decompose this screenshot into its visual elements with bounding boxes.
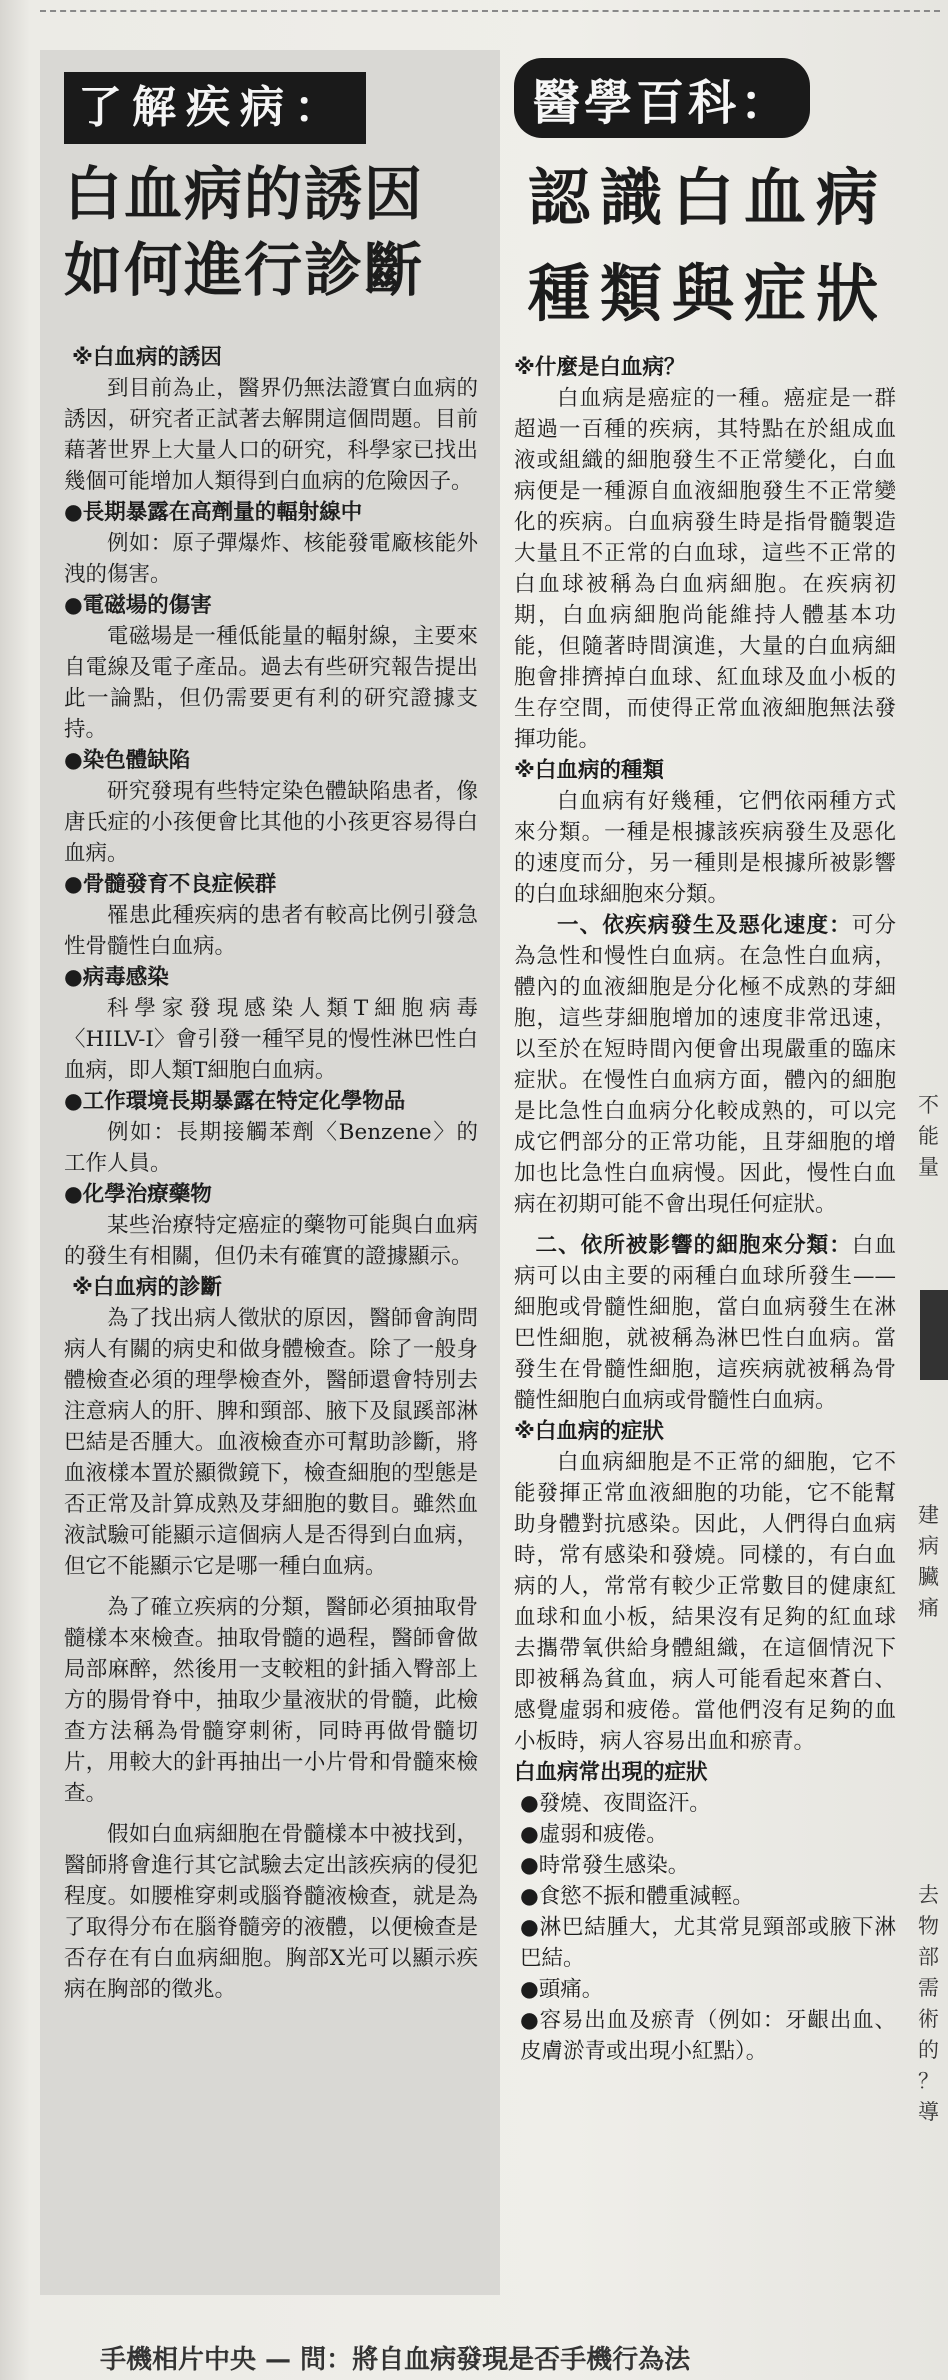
- right-headline: [514, 150, 896, 342]
- paragraph-gap: [64, 1809, 478, 1819]
- paragraph: 白血病細胞是不正常的細胞，它不能發揮正常血液細胞的功能，它不能幫助身體對抗感染。因此，人們得白血病時，常有感染和發燒。同樣的，有白血病的人，常常有較少正常數目的健康紅血球和血小板，結果沒有足夠的紅血球去攜帶氧供給身體組織，在這個情況下即被稱為貧血，病人可能看起來蒼白、感覺虛弱和疲倦。當他們沒有足夠的血小板時，病人容易出血和瘀青。: [514, 1450, 896, 1754]
- edge-char: 物: [918, 1914, 939, 1938]
- section-heading: ※什麼是白血病？: [514, 355, 686, 380]
- paragraph: 白血病有好幾種，它們依兩種方式來分類。一種是根據該疾病發生及惡化的速度而分，另一種則是根據所被影響的白血球細胞來分類。: [514, 789, 896, 907]
- paragraph: 白血病是癌症的一種。癌症是一群超過一百種的疾病，其特點在於組成血液或組織的細胞發生不正常變化，白血病便是一種源自血液細胞發生不正常變化的疾病。白血病發生時是指骨髓製造大量且不正常的白血球，這些不正常的白血球被稱為白血病細胞。在疾病初期，白血病細胞尚能維持人體基本功能，但隨著時間演進，大量的白血病細胞會排擠掉白血球、紅血球及血小板的生存空間，而使得正常血液細胞無法發揮功能。: [514, 386, 896, 752]
- edge-char: 臟: [918, 1565, 939, 1589]
- right-article: [510, 50, 902, 2295]
- classification-text: 白血病可以由主要的兩種白血球所發生——細胞或骨髓性細胞，當白血病發生在淋巴性細胞，就被稱為淋巴性白血病。當發生在骨髓性細胞，這疾病就被稱為骨髓性細胞白血病或骨髓性白血病。: [514, 1233, 896, 1413]
- section-heading: ※白血病的診斷: [72, 1275, 222, 1300]
- edge-char: 術: [918, 2007, 939, 2031]
- edge-dark-block: [920, 1290, 948, 1380]
- left-headline-line-1: 白血病的誘因: [64, 160, 425, 228]
- left-article-body: [64, 342, 478, 2005]
- section-heading: 白血病常出現的症狀: [514, 1760, 708, 1785]
- section-heading: ●染色體缺陷: [64, 748, 191, 773]
- edge-char: 病: [918, 1534, 939, 1558]
- paragraph: 研究發現有些特定染色體缺陷患者，像唐氏症的小孩便會比其他的小孩更容易得白血病。: [64, 779, 478, 866]
- left-article: [40, 50, 500, 2295]
- classification-paragraph: [514, 910, 896, 1220]
- edge-char: 部: [918, 1945, 939, 1969]
- classification-text: 可分為急性和慢性白血病。在急性白血病，體內的血液細胞是分化極不成熟的芽細胞，這些芽細胞增加的速度非常迅速，以至於在短時間內便會出現嚴重的臨床症狀。在慢性白血病方面，體內的細胞是比急性白血病分化較成熟的，可以完成它們部分的正常功能，且芽細胞的增加也比急性白血病慢。因此，慢性白血病在初期可能不會出現任何症狀。: [514, 913, 896, 1217]
- paragraph: 某些治療特定癌症的藥物可能與白血病的發生有相關，但仍未有確實的證據顯示。: [64, 1213, 478, 1269]
- right-headline-line-2: 種類與症狀: [528, 257, 889, 330]
- paragraph: 科學家發現感染人類T細胞病毒〈HILV-I〉會引發一種罕見的慢性淋巴性白血病，即人類T細胞白血病。: [64, 996, 478, 1083]
- section-heading: ●病毒感染: [64, 965, 169, 990]
- section-heading: ●骨髓發育不良症候群: [64, 872, 277, 897]
- classification-heading: 一、依疾病發生及惡化速度：: [557, 913, 852, 938]
- edge-char: 建: [918, 1503, 939, 1527]
- paragraph-gap: [514, 1220, 896, 1230]
- paragraph: 為了確立疾病的分類，醫師必須抽取骨髓樣本來檢查。抽取骨髓的過程，醫師會做局部麻醉，然後用一支較粗的針插入臀部上方的腸骨脊中，抽取少量液狀的骨髓，此檢查方法稱為骨髓穿刺術，同時再做骨髓切片，用較大的針再抽出一小片骨和骨髓來檢查。: [64, 1595, 478, 1806]
- symptom-list-item: ●頭痛。: [520, 1977, 604, 2002]
- right-headline-line-1: 認識白血病: [528, 161, 889, 234]
- section-heading: ※白血病的誘因: [72, 345, 222, 370]
- symptom-list-item: ●淋巴結腫大，尤其常見頸部或腋下淋巴結。: [520, 1915, 896, 1971]
- paragraph: 例如：原子彈爆炸、核能發電廠核能外洩的傷害。: [64, 531, 478, 587]
- left-headline-line-2: 如何進行診斷: [64, 236, 425, 304]
- left-kicker: 了解疾病：: [64, 72, 366, 144]
- paragraph: 到目前為止，醫界仍無法證實白血病的誘因，研究者正試著去解開這個問題。目前藉著世界上大量人口的研究，科學家已找出幾個可能增加人類得到白血病的危險因子。: [64, 376, 478, 494]
- section-heading: ※白血病的症狀: [514, 1419, 664, 1444]
- edge-char: 不: [918, 1093, 939, 1117]
- bottom-cut-headline: 手機相片中央 — 問：將自血病發現是否手機行為法: [100, 2345, 691, 2375]
- paragraph: 電磁場是一種低能量的輻射線，主要來自電線及電子產品。過去有些研究報告提出此一論點，但仍需要更有利的研究證據支持。: [64, 624, 478, 742]
- classification-paragraph: [514, 1230, 896, 1416]
- edge-char: 能: [918, 1124, 939, 1148]
- paragraph: 為了找出病人徵狀的原因，醫師會詢問病人有關的病史和做身體檢查。除了一般身體檢查必須的理學檢查外，醫師還會特別去注意病人的肝、脾和頸部、腋下及鼠蹊部淋巴結是否腫大。血液檢查亦可幫助診斷，將血液樣本置於顯微鏡下，檢查細胞的型態是否正常及計算成熟及芽細胞的數目。雖然血液試驗可能顯示這個病人是否得到白血病，但它不能顯示它是哪一種白血病。: [64, 1306, 478, 1579]
- symptom-list-item: ●虛弱和疲倦。: [520, 1822, 668, 1847]
- right-kicker: 醫學百科：: [514, 58, 810, 138]
- edge-char: 導: [918, 2100, 939, 2124]
- section-heading: ●長期暴露在高劑量的輻射線中: [64, 500, 363, 525]
- symptom-list-item: ●發燒、夜間盜汗。: [520, 1791, 711, 1816]
- edge-char: 量: [918, 1155, 939, 1179]
- symptom-list-item: ●食慾不振和體重減輕。: [520, 1884, 754, 1909]
- left-headline: [64, 156, 478, 308]
- section-heading: ●工作環境長期暴露在特定化學物品: [64, 1089, 406, 1114]
- edge-fragment-a: [918, 1090, 948, 1183]
- classification-heading: 二、依所被影響的細胞來分類：: [535, 1233, 852, 1258]
- edge-char: 需: [918, 1976, 939, 2000]
- symptom-list-item: ●容易出血及瘀青（例如：牙齦出血、皮膚淤青或出現小紅點）。: [520, 2008, 896, 2064]
- right-article-body: [514, 352, 896, 2067]
- edge-fragment-c: [918, 1500, 948, 1624]
- paragraph: 假如白血病細胞在骨髓樣本中被找到，醫師將會進行其它試驗去定出該疾病的侵犯程度。如腰椎穿刺或腦脊髓液檢查，就是為了取得分布在腦脊髓旁的液體，以便檢查是否存在有白血病細胞。胸部X光可以顯示疾病在胸部的徵兆。: [64, 1822, 478, 2002]
- paragraph: 例如：長期接觸苯劑〈Benzene〉的工作人員。: [64, 1120, 478, 1176]
- section-heading: ●電磁場的傷害: [64, 593, 212, 618]
- edge-char: 的: [918, 2038, 939, 2062]
- top-dashed-rule: [40, 10, 940, 13]
- edge-char: 痛: [918, 1596, 939, 1620]
- edge-fragment-d: [918, 1880, 948, 2128]
- edge-char: ？: [918, 2069, 939, 2093]
- section-heading: ※白血病的種類: [514, 758, 664, 783]
- symptom-list-item: ●時常發生感染。: [520, 1853, 690, 1878]
- paragraph-gap: [64, 1582, 478, 1592]
- paragraph: 罹患此種疾病的患者有較高比例引發急性骨髓性白血病。: [64, 903, 478, 959]
- edge-char: 去: [918, 1883, 939, 1907]
- section-heading: ●化學治療藥物: [64, 1182, 212, 1207]
